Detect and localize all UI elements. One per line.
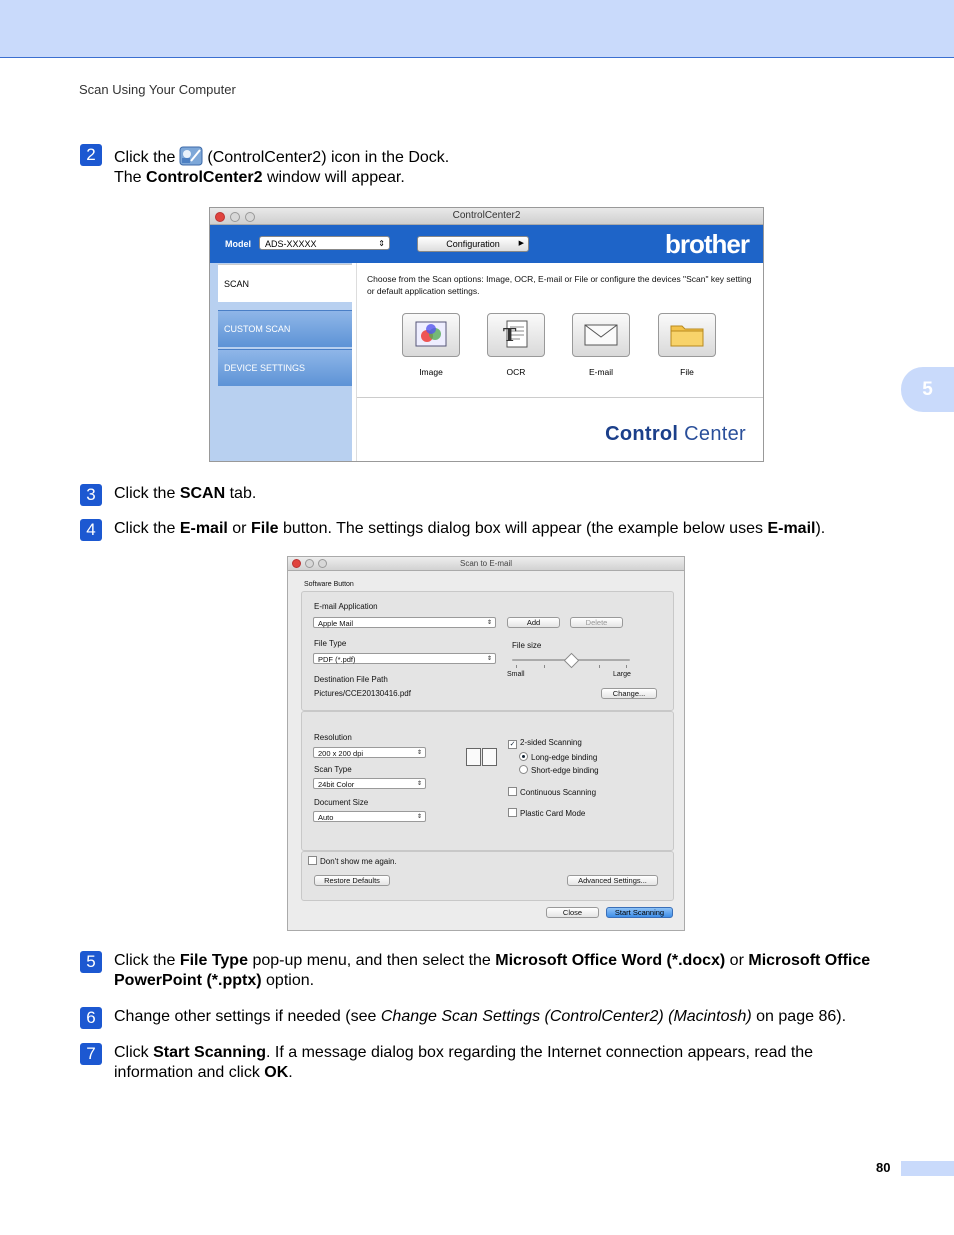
slider-tick	[544, 665, 545, 668]
file-label: File	[680, 367, 694, 377]
radio-selected-icon	[519, 752, 528, 761]
email-app-label: E-mail Application	[314, 602, 378, 611]
scan-to-email-dialog	[287, 556, 685, 931]
file-type-popup[interactable]: PDF (*.pdf) ⇕	[313, 653, 496, 664]
slider-tick	[599, 665, 600, 668]
slider-tick	[516, 665, 517, 668]
updown-icon: ⇕	[416, 781, 422, 787]
svg-text:T: T	[503, 325, 517, 346]
scan-description: Choose from the Scan options: Image, OCR, E-mail or File or configure the devices "Scan" key setting or default application settings.	[367, 274, 752, 296]
cc2-header	[210, 225, 763, 263]
ocr-label: OCR	[506, 367, 526, 377]
dont-show-checkbox[interactable]: Don't show me again.	[308, 856, 397, 866]
zoom-icon[interactable]	[318, 559, 327, 568]
resolution-label: Resolution	[314, 733, 352, 742]
radio-icon	[519, 765, 528, 774]
window-titlebar	[210, 208, 763, 225]
running-title: Scan Using Your Computer	[79, 82, 236, 97]
close-icon[interactable]	[215, 212, 225, 222]
step-bold: SCAN	[179, 485, 226, 502]
destination-path-value: Pictures/CCE20130416.pdf	[314, 689, 411, 698]
model-select[interactable]: ADS-XXXXX ⇕	[259, 236, 390, 250]
email-label: E-mail	[588, 367, 614, 377]
zoom-icon[interactable]	[245, 212, 255, 222]
controlcenter-brand-logo: Control Center	[605, 423, 746, 445]
step-number: 3	[80, 484, 102, 506]
step-number: 4	[80, 519, 102, 541]
start-scanning-button[interactable]: Start Scanning	[606, 907, 673, 918]
two-sided-checkbox[interactable]: ✓ 2-sided Scanning	[509, 738, 582, 748]
step-text: Click the	[114, 485, 176, 502]
step-text: (ControlCenter2) icon in the Dock.	[207, 149, 450, 166]
image-button[interactable]	[402, 313, 460, 377]
updown-icon: ⇕	[486, 656, 492, 662]
change-button[interactable]: Change...	[601, 688, 657, 699]
resolution-popup[interactable]: 200 x 200 dpi ⇕	[313, 747, 426, 758]
controlcenter2-dock-icon	[178, 144, 204, 168]
add-button[interactable]: Add	[507, 617, 560, 628]
step-text: The	[114, 169, 142, 186]
long-edge-radio[interactable]: Long-edge binding	[519, 752, 597, 762]
updown-icon: ⇕	[378, 239, 385, 248]
scan-type-label: Scan Type	[314, 765, 352, 774]
minimize-icon[interactable]	[230, 212, 240, 222]
controlcenter2-window	[209, 207, 764, 462]
updown-icon: ⇕	[486, 620, 492, 626]
cc2-sidebar	[210, 263, 352, 461]
file-button[interactable]	[658, 313, 716, 377]
window-title: ControlCenter2	[452, 210, 521, 221]
close-icon[interactable]	[292, 559, 301, 568]
email-button[interactable]	[572, 313, 630, 377]
step-text: tab.	[229, 485, 257, 502]
step-number: 2	[80, 144, 102, 166]
dialog-title: Scan to E-mail	[459, 559, 513, 568]
step-text: window will appear.	[266, 169, 405, 186]
plastic-card-checkbox[interactable]: Plastic Card Mode	[508, 808, 585, 818]
restore-defaults-button[interactable]: Restore Defaults	[314, 875, 390, 886]
folder-icon	[669, 320, 705, 350]
step-bold: ControlCenter2	[146, 169, 263, 186]
page-number: 80	[876, 1160, 891, 1175]
header-band	[0, 0, 954, 58]
step-number: 5	[80, 951, 102, 973]
software-button-label: Software Button	[304, 581, 354, 588]
slider-large-label: Large	[613, 671, 631, 678]
delete-button[interactable]: Delete	[570, 617, 623, 628]
email-app-popup[interactable]: Apple Mail ⇕	[313, 617, 496, 628]
ocr-button[interactable]	[487, 313, 545, 377]
tab-scan[interactable]: SCAN	[218, 264, 352, 302]
slider-tick	[626, 665, 627, 668]
advanced-settings-button[interactable]: Advanced Settings...	[567, 875, 658, 886]
file-size-label: File size	[512, 641, 542, 650]
step-text: Click the	[114, 149, 176, 166]
brother-logo: brother	[665, 229, 749, 259]
page-number-bar	[901, 1161, 954, 1176]
chapter-tab[interactable]: 5	[901, 367, 954, 412]
updown-icon: ⇕	[416, 814, 422, 820]
email-icon	[583, 321, 619, 349]
check-icon: ✓	[509, 741, 516, 748]
document-size-popup[interactable]: Auto ⇕	[313, 811, 426, 822]
checkbox-icon	[508, 808, 517, 817]
cross-reference-link[interactable]: Change Scan Settings (ControlCenter2) (Macintosh)	[380, 1008, 752, 1025]
play-arrow-icon: ▶	[518, 240, 524, 247]
image-icon	[414, 320, 448, 350]
cc2-main-panel	[356, 263, 764, 461]
close-button[interactable]: Close	[546, 907, 599, 918]
short-edge-radio[interactable]: Short-edge binding	[519, 765, 599, 775]
minimize-icon[interactable]	[305, 559, 314, 568]
divider	[357, 397, 764, 398]
back-page-icon	[482, 748, 497, 766]
step-number: 6	[80, 1007, 102, 1029]
document-size-label: Document Size	[314, 798, 369, 807]
checkbox-icon	[308, 856, 317, 865]
updown-icon: ⇕	[416, 750, 422, 756]
tab-device-settings[interactable]: DEVICE SETTINGS	[218, 349, 352, 386]
file-type-label: File Type	[314, 639, 347, 648]
checkbox-icon	[508, 787, 517, 796]
scan-type-popup[interactable]: 24bit Color ⇕	[313, 778, 426, 789]
front-page-icon	[466, 748, 481, 766]
ocr-icon	[499, 319, 533, 351]
continuous-scanning-checkbox[interactable]: Continuous Scanning	[508, 787, 596, 797]
step-number: 7	[80, 1043, 102, 1065]
model-label: Model	[225, 239, 251, 249]
image-label: Image	[419, 367, 443, 377]
configuration-button[interactable]: Configuration ▶	[417, 236, 529, 252]
slider-small-label: Small	[507, 671, 525, 678]
tab-custom-scan[interactable]: CUSTOM SCAN	[218, 310, 352, 347]
dialog-titlebar	[288, 557, 684, 571]
destination-path-label: Destination File Path	[314, 675, 388, 684]
